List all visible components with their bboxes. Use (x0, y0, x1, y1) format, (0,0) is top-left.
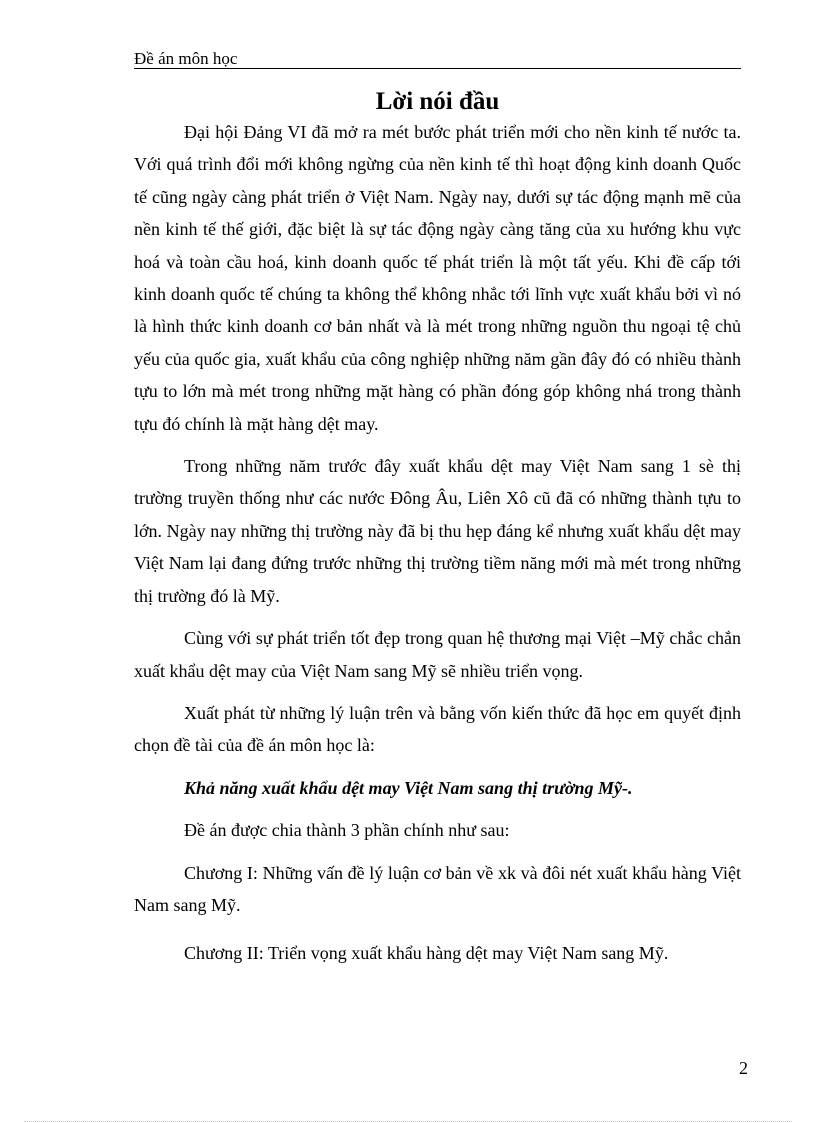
paragraph-relations: Cùng với sự phát triển tốt đẹp trong quan hệ thương mại Việt –Mỹ chắc chắn xuất khẩu dệt may của Việt Nam sang Mỹ sẽ nhiều triển vọng. (134, 628, 741, 681)
paragraph-topic-intro: Xuất phát từ những lý luận trên và bằng vốn kiến thức đã học em quyết định chọn đề tài của đề án môn học là: (134, 702, 741, 756)
paragraph-intro: Đại hội Đảng VI đã mở ra mét bước phát triển mới cho nền kinh tế nước ta. Với quá trình đổi mới không ngừng của nền kinh tế thì hoạt động kinh doanh Quốc tế cũng ngày càng phát triển ở Việt Nam. Ngày nay, dưới sự tác động mạnh mẽ của nền kinh tế thế giới, đặc biệt là sự tác động ngày càng tăng của xu hướng khu vực hoá và toàn cầu hoá, kinh doanh quốc tế phát triển là một tất yếu. Khi đề cấp tới kinh doanh quốc tế chúng ta không thể không nhắc tới lĩnh vực xuất khẩu bởi vì nó là hình thức kinh doanh cơ bản nhất và là mét trong những nguồn thu ngoại tệ chủ yếu của quốc gia, xuất khẩu của công nghiệp những năm gần đây đó có nhiều thành tựu to lớn mà mét trong những mặt hàng có phần đóng góp không nhá trong thành tựu đó chính là mặt hàng dệt may. (134, 122, 741, 434)
chapter-one: Chương I: Những vấn đề lý luận cơ bản về xk và đôi nét xuất khẩu hàng Việt Nam sang Mỹ. (134, 862, 741, 915)
chapter-two: Chương II: Triển vọng xuất khẩu hàng dệt may Việt Nam sang Mỹ. (184, 943, 669, 964)
paragraph-markets: Trong những năm trước đây xuất khẩu dệt may Việt Nam sang 1 sè thị trường truyền thống như các nước Đông Âu, Liên Xô cũ đã có những thành tựu to lớn. Ngày nay những thị trường này đã bị thu hẹp đáng kể nhưng xuất khẩu dệt may Việt Nam lại đang đứng trước những thị trường tiềm năng mới mà mét trong những thị trường đó là Mỹ. (134, 456, 741, 606)
page-title: Lời nói đầu (375, 88, 500, 115)
paragraph-structure: Đề án được chia thành 3 phần chính như sau: (184, 820, 510, 841)
running-header: Đề án môn học (134, 50, 741, 69)
footer-divider (24, 1121, 792, 1122)
document-body (134, 116, 741, 980)
topic-title: Khả năng xuất khẩu dệt may Việt Nam sang thị trường Mỹ-. (184, 777, 633, 798)
page-number: 2 (739, 1058, 748, 1078)
